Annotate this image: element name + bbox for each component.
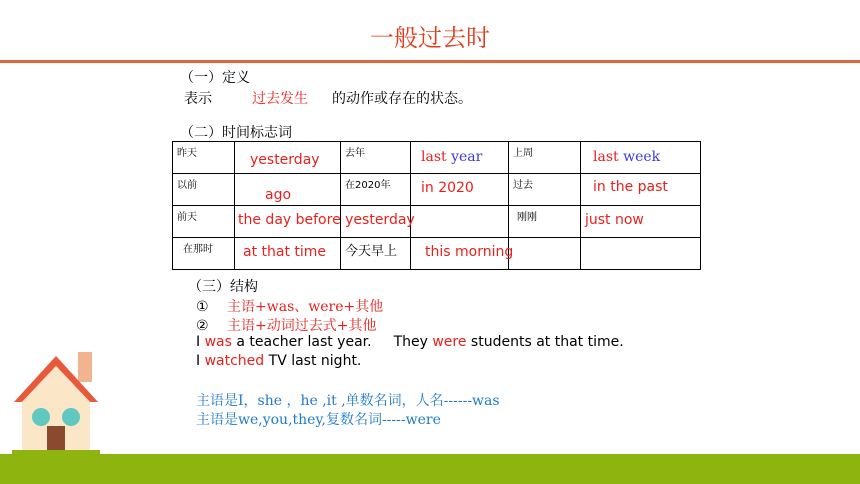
table-cell: [509, 238, 581, 270]
rule-were: 主语是we,you,they,复数名词-----were: [196, 412, 441, 428]
table-cell: [235, 206, 415, 238]
cn-label: 刚刚: [517, 212, 537, 223]
footer-bar: [0, 454, 860, 484]
text-run: I: [196, 353, 205, 369]
en-answer: ago: [265, 187, 292, 203]
cn-label: 今天早上: [345, 244, 398, 259]
en-answer: this morning: [425, 244, 514, 260]
year-word: year: [451, 149, 483, 165]
table-cell: [411, 206, 509, 238]
table-cell: [173, 238, 235, 270]
cn-label: 在2020年: [345, 180, 391, 191]
cn-label: 前天: [177, 212, 197, 223]
verb-highlight: was: [204, 334, 232, 350]
rule-was: 主语是I，she ，he ,it ,单数名词，人名------was: [196, 393, 500, 409]
cn-label: 过去: [513, 180, 533, 191]
text-run: students at that time.: [466, 334, 624, 350]
table-cell: [581, 206, 701, 238]
table-cell: [411, 238, 514, 270]
cn-label: 昨天: [177, 148, 197, 159]
table-cell: [509, 206, 581, 238]
cn-label: 以前: [177, 180, 197, 191]
table-cell: [411, 174, 509, 206]
verb-highlight: were: [432, 334, 467, 350]
table-cell: [173, 142, 235, 174]
definition-highlight: 过去发生: [252, 91, 308, 107]
en-answer: the day before yesterday: [238, 212, 415, 228]
en-answer: last week: [593, 149, 661, 165]
text-run: a teacher last year.: [231, 334, 372, 350]
table-row: [173, 174, 701, 206]
structure-item-2: [196, 315, 376, 335]
en-answer: in the past: [593, 179, 668, 195]
en-answer: yesterday: [250, 152, 320, 168]
cn-label: 去年: [345, 148, 365, 159]
item-text: 主语+was、were+其他: [227, 299, 384, 315]
en-answer: last year: [421, 149, 483, 165]
table-row: [173, 206, 701, 238]
cn-label: 上周: [513, 148, 533, 159]
table-cell: [173, 206, 235, 238]
text-run: TV last night.: [264, 353, 362, 369]
example-sentence-1: [196, 334, 624, 350]
en-answer: in 2020: [421, 180, 474, 196]
cn-label: 在那时: [183, 244, 213, 255]
table-cell: [341, 174, 411, 206]
table-cell: [235, 142, 341, 174]
definition-suffix: 的动作或存在的状态。: [332, 91, 472, 107]
time-markers-table: [172, 141, 701, 270]
table-row: [173, 238, 701, 270]
table-cell: [341, 142, 411, 174]
title-divider: [0, 60, 860, 63]
table-cell: [235, 174, 341, 206]
en-answer: at that time: [243, 244, 327, 260]
table-cell: [581, 174, 701, 206]
structure-heading: （三）结构: [188, 279, 258, 295]
definition-heading: （一）定义: [180, 70, 250, 86]
page-title: 一般过去时: [370, 24, 490, 52]
en-answer: just now: [585, 212, 644, 228]
table-cell: [509, 142, 581, 174]
verb-highlight: watched: [204, 353, 265, 369]
text-run: They: [393, 334, 433, 350]
week-word: week: [623, 149, 661, 165]
table-cell: [411, 142, 509, 174]
table-cell: [341, 206, 411, 238]
item-marker: ①: [196, 299, 209, 315]
table-cell: [581, 238, 701, 270]
table-cell: [235, 238, 341, 270]
time-markers-heading: （二）时间标志词: [180, 125, 292, 141]
table-row: [173, 142, 701, 174]
definition-prefix: 表示: [184, 91, 212, 107]
item-marker: ②: [196, 318, 209, 334]
structure-item-1: [196, 296, 383, 316]
house-icon: [8, 350, 104, 454]
table-cell: [581, 142, 701, 174]
item-text: 主语+动词过去式+其他: [227, 318, 377, 334]
table-cell: [173, 174, 235, 206]
text-run: I: [196, 334, 205, 350]
example-sentence-2: [196, 353, 361, 369]
table-cell: [341, 238, 411, 270]
table-cell: [509, 174, 581, 206]
